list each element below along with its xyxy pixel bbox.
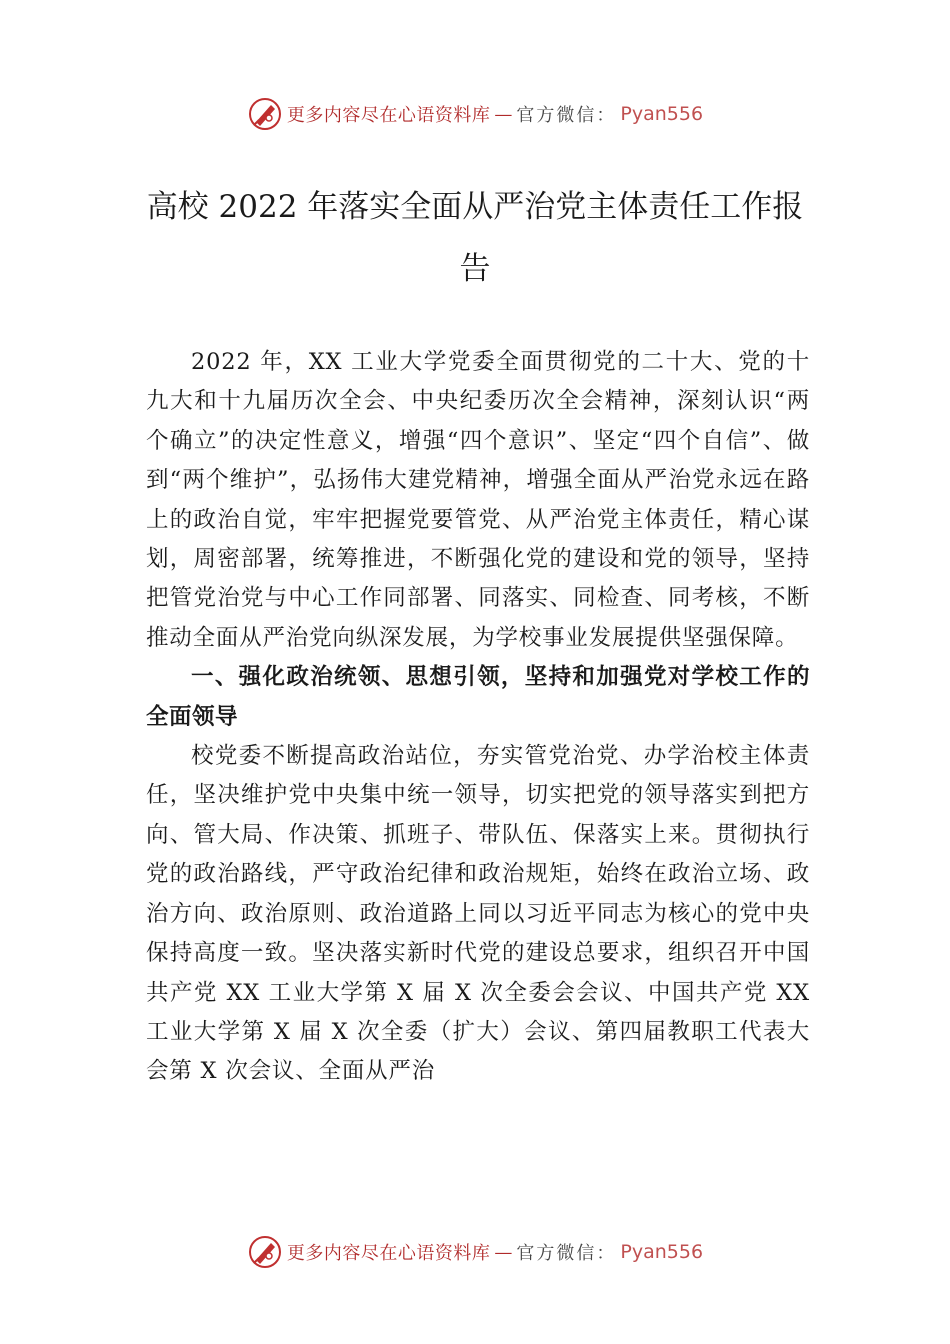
watermark-wechat-id: Pyan556 bbox=[620, 1241, 704, 1263]
watermark-label: 官方微信： bbox=[516, 105, 617, 126]
watermark-separator: — bbox=[494, 103, 513, 125]
pen-logo-icon bbox=[247, 96, 283, 132]
watermark-separator: — bbox=[494, 1241, 513, 1263]
document-title: 高校 2022 年落实全面从严治党主体责任工作报告 bbox=[146, 189, 804, 287]
watermark-footer bbox=[0, 1234, 950, 1270]
intro-paragraph: 2022 年，XX 工业大学党委全面贯彻党的二十大、党的十九大和十九届历次全会、中央纪委历次全会精神，深刻认识“两个确立”的决定性意义，增强“四个意识”、坚定“四个自信”、做到“两个维护”，弘扬伟大建党精神，增强全面从严治党永远在路上的政治自觉，牢牢把握党要管党、从严治党主体责任，精心谋划，周密部署，统筹推进，不断强化党的建设和党的领导，坚持把管党治党与中心工作同部署、同落实、同检查、同考核，不断推动全面从严治党向纵深发展，为学校事业发展提供坚强保障。 bbox=[146, 349, 810, 651]
watermark-header bbox=[0, 96, 950, 132]
section-paragraph: 校党委不断提高政治站位，夯实管党治党、办学治校主体责任，坚决维护党中央集中统一领导，切实把党的领导落实到把方向、管大局、作决策、抓班子、带队伍、保落实上来。贯彻执行党的政治路线，严守政治纪律和政治规矩，始终在政治立场、政治方向、政治原则、政治道路上同以习近平同志为核心的党中央保持高度一致。坚决落实新时代党的建设总要求，组织召开中国共产党 XX 工业大学第 X 届 X 次全委会会议、中国共产党 XX 工业大学第 X 届 X 次全委（扩大）会议、第四届教职工代表大会第 X 次会议、全面从严治 bbox=[146, 743, 810, 1085]
watermark-text: 更多内容尽在心语资料库 bbox=[286, 105, 491, 126]
section-heading: 一、强化政治统领、思想引领，坚持和加强党对学校工作的全面领导 bbox=[146, 664, 810, 730]
watermark-label: 官方微信： bbox=[516, 1243, 617, 1264]
watermark-text: 更多内容尽在心语资料库 bbox=[286, 1243, 491, 1264]
pen-logo-icon bbox=[247, 1234, 283, 1270]
watermark-wechat-id: Pyan556 bbox=[620, 103, 704, 125]
document-body bbox=[146, 343, 810, 1092]
